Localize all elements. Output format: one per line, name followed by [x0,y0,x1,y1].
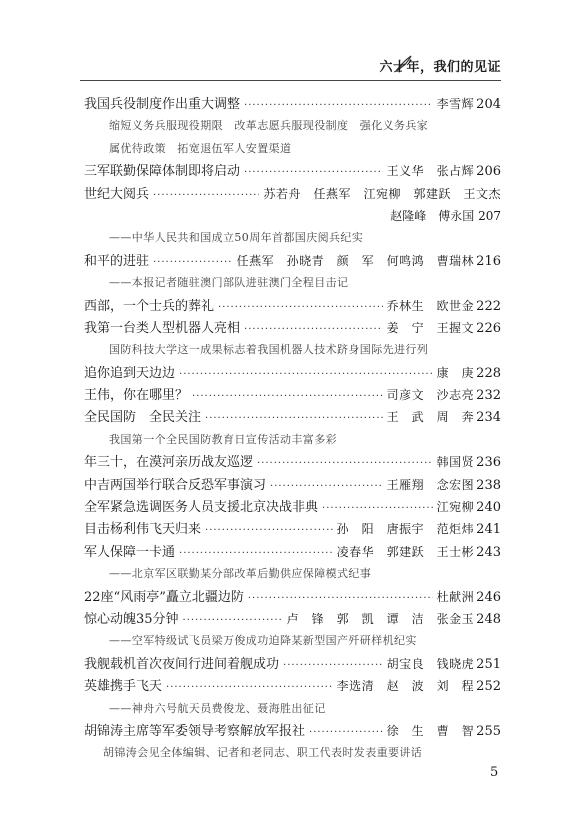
toc-entry [84,295,501,317]
entry-page: 232 [476,388,501,404]
entry-page: 240 [476,500,501,516]
toc-entry [84,93,501,115]
entry-title: 中吉两国举行联合反恐军事演习 [84,477,267,493]
toc-entry [84,160,501,182]
entry-page: 241 [476,522,501,538]
entry-page: 206 [476,164,501,180]
entry-title: 我第一台类人型机器人亮相 [84,320,241,336]
table-of-contents [84,93,501,765]
dot-leader [166,677,333,699]
entry-title: 我国兵役制度作出重大调整 [84,97,241,112]
toc-entry [84,653,501,675]
entry-subtitle: ——北京军区联勤某分部改革后勤供应保障模式纪事 [109,567,372,581]
entry-page: 251 [476,656,501,672]
toc-entry [84,675,501,697]
dot-leader [205,408,383,430]
entry-page: 236 [476,455,501,471]
entry-subtitle: 缩短义务兵服现役期限 改革志愿兵服现役制度 强化义务兵家 [109,119,429,133]
entry-authors: 苏若舟 任燕军 江宛柳 郭建跃 王文杰 [263,186,501,201]
dot-leader [205,520,333,542]
header-rule [80,80,501,81]
toc-entry [84,496,501,518]
dot-leader [244,319,383,341]
dot-leader [192,386,383,408]
dot-leader [244,95,433,117]
entry-page: 234 [476,410,501,426]
entry-title: 胡锦涛主席等军委领导考察解放军报社 [84,723,306,739]
toc-entry [84,451,501,473]
page-number: 5 [490,765,499,780]
entry-page: 226 [476,320,501,336]
entry-authors: 姜 宁 王握文 [386,320,475,335]
entry-authors: 韩国贤 [436,455,475,470]
entry-authors: 卢 锋 郭 凯 谭 洁 张金玉 [286,611,475,626]
entry-subtitle: 属优待政策 拓宽退伍军人安置渠道 [109,141,292,155]
entry-authors: 乔林生 欧世金 [386,298,475,313]
entry-authors: 胡宝良 钱晓虎 [386,656,475,671]
entry-authors: 任燕军 孙晓青 颜 军 何鸣鸿 曹瑞林 [236,253,475,268]
entry-title: 22座“风雨亭”矗立北疆边防 [84,589,244,605]
entry-subtitle: 国防科技大学这一成果标志着我国机器人技术跻身国际先进行列 [109,343,429,357]
toc-entry [84,474,501,496]
entry-page: 252 [476,679,501,695]
entry-authors: 杜献洲 [436,589,475,604]
entry-title: 目击杨利伟飞天归来 [84,522,202,538]
toc-entry [84,586,501,608]
entry-title: 三军联勤保障体制即将启动 [84,164,241,180]
dot-leader [244,162,383,184]
entry-page: 204 [476,97,501,112]
entry-title: 惊心动魄35分钟 [84,611,179,627]
entry-page: 216 [476,253,501,269]
entry-authors: 徐 生 曹 智 [386,723,475,738]
entry-page: 228 [476,365,501,381]
running-header-title: 六十年，我们的见证 [379,60,501,75]
dot-leader [322,498,433,520]
entry-page: 246 [476,589,501,605]
entry-page: 238 [476,477,501,493]
toc-entry [84,541,501,563]
entry-title: 世纪大阅兵 [84,186,150,202]
toc-entry [84,362,501,384]
entry-authors: 凌春华 郭建跃 王士彬 [336,544,475,559]
dot-leader [257,453,433,475]
entry-title: 追你追到天边边 [84,365,176,381]
toc-entry [84,406,501,428]
entry-subtitle: ——本报记者随驻澳门部队进驻澳门全程目击记 [109,276,349,290]
entry-authors: 李选清 赵 波 刘 程 [336,679,475,694]
entry-title: 王伟，你在哪里？ [84,388,189,404]
entry-authors-continued: 赵隆峰 傅永国 207 [390,208,501,223]
dot-leader [179,364,433,386]
entry-page: 255 [476,723,501,739]
dot-leader [248,588,433,610]
entry-authors: 王雁翔 念宏图 [386,477,475,492]
dot-leader [218,297,383,319]
toc-entry [84,384,501,406]
dot-leader [309,722,383,744]
toc-entry [84,250,501,272]
entry-title: 和平的进驻 [84,253,150,269]
entry-subtitle: 胡锦涛会见全体编辑、记者和老同志、职工代表时发表重要讲话 [103,746,423,760]
entry-title: 英雄携手飞天 [84,679,163,695]
entry-title: 我舰载机首次夜间行进间着舰成功 [84,656,280,672]
dot-leader [179,543,333,565]
toc-entry [84,608,501,630]
entry-title: 全军紧急选调医务人员支援北京决战非典 [84,500,319,516]
running-header [0,52,581,78]
entry-authors: 康 庚 [436,365,475,380]
entry-authors: 王 武 周 奔 [386,410,475,425]
entry-subtitle: ——中华人民共和国成立50周年首都国庆阅兵纪实 [109,231,364,245]
toc-entry [84,518,501,540]
entry-title: 西部，一个士兵的葬礼 [84,298,215,314]
dot-leader [153,185,259,207]
toc-entry [84,720,501,742]
entry-page: 222 [476,298,501,314]
entry-authors: 司彦文 沙志亮 [386,388,475,403]
entry-page: 248 [476,611,501,627]
entry-subtitle: ——神舟六号航天员费俊龙、聂海胜出征记 [109,701,326,715]
dot-leader [270,476,383,498]
entry-title: 年三十，在漠河亲历战友巡逻 [84,455,254,471]
entry-page: 243 [476,544,501,560]
entry-authors: 李雪辉 [436,97,475,111]
dot-leader [183,610,283,632]
toc-entry [84,183,501,205]
entry-authors: 王义华 张占辉 [386,164,475,179]
entry-subtitle: 我国第一个全民国防教育日宣传活动丰富多彩 [109,432,337,446]
dot-leader [283,655,383,677]
entry-authors: 孙 阳 唐振宇 范炬炜 [336,522,475,537]
dot-leader [153,252,233,274]
entry-authors: 江宛柳 [436,500,475,515]
toc-entry [84,317,501,339]
entry-title: 全民国防 全民关注 [84,410,202,426]
entry-title: 军人保障一卡通 [84,544,176,560]
entry-subtitle: ——空军特级试飞员梁万俊成功迫降某新型国产歼研样机纪实 [109,634,417,648]
